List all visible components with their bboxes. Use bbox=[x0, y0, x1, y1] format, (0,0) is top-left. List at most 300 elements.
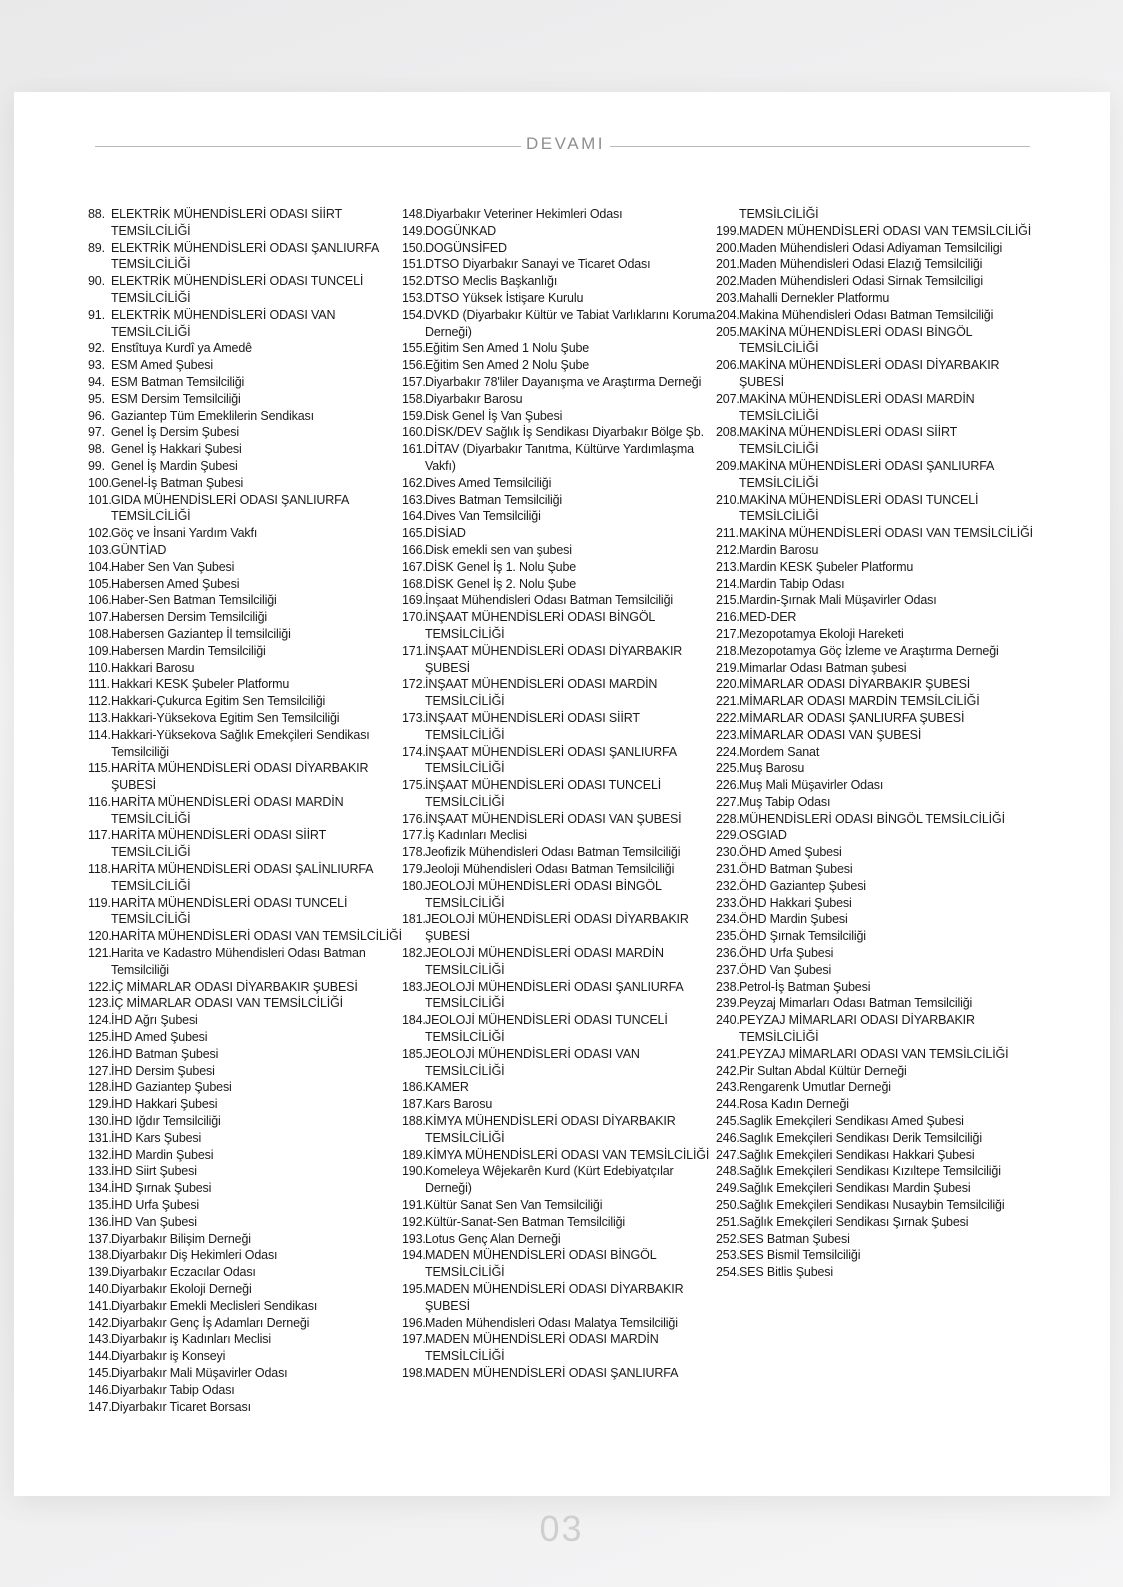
list-item bbox=[402, 223, 720, 240]
list-item bbox=[402, 391, 720, 408]
list-item bbox=[402, 643, 720, 677]
list-item-number: 131. bbox=[88, 1130, 112, 1145]
list-item-number: 232. bbox=[716, 878, 740, 893]
list-item bbox=[716, 643, 1036, 660]
list-item-number: 88. bbox=[88, 207, 105, 221]
list-item-text: HARİTA MÜHENDİSLERİ ODASI ŞALİNLIURFA TEMSİLCİLİĞİ bbox=[111, 862, 373, 893]
list-item-text: Hakkari Barosu bbox=[111, 660, 195, 675]
list-item bbox=[716, 676, 1036, 693]
list-item-text: Hakkari-Yüksekova Sağlık Emekçileri Sendikası Temsilciliği bbox=[111, 727, 370, 759]
list-item-number: 97. bbox=[88, 425, 105, 440]
list-item-number: 161. bbox=[402, 442, 426, 457]
list-item bbox=[402, 1315, 720, 1332]
list-item bbox=[716, 693, 1036, 710]
list-item bbox=[88, 1012, 406, 1029]
list-item-text: İÇ MİMARLAR ODASI VAN TEMSİLCİLİĞİ bbox=[111, 996, 343, 1011]
list-item bbox=[716, 525, 1036, 542]
list-item-text: Kültür Sanat Sen Van Temsilciliği bbox=[425, 1198, 603, 1213]
list-item-text: ESM Dersim Temsilciliği bbox=[111, 391, 241, 406]
list-item-text: Diyarbakır Veteriner Hekimleri Odası bbox=[425, 207, 623, 221]
list-item-text: DİSK Genel İş 2. Nolu Şube bbox=[425, 576, 577, 591]
list-item-number: 207. bbox=[716, 391, 740, 406]
list-item-text: Sağlık Emekçileri Sendikası Kızıltepe Temsilciliği bbox=[739, 1164, 1001, 1179]
list-item bbox=[88, 1247, 406, 1264]
list-item bbox=[402, 408, 720, 425]
list-item bbox=[716, 1231, 1036, 1248]
list-item-number: 212. bbox=[716, 542, 740, 557]
list-item-text: Disk emekli sen van şubesi bbox=[425, 542, 572, 557]
list-item-number: 210. bbox=[716, 492, 740, 507]
list-item-text: İHD Kars Şubesi bbox=[111, 1130, 202, 1145]
list-item-text: ESM Batman Temsilciliği bbox=[111, 374, 245, 389]
list-item-number: 231. bbox=[716, 862, 740, 877]
list-item bbox=[88, 391, 406, 408]
list-item-text: Pir Sultan Abdal Kültür Derneği bbox=[739, 1063, 907, 1078]
list-item bbox=[88, 357, 406, 374]
list-item-number: 218. bbox=[716, 643, 740, 658]
list-item bbox=[88, 1281, 406, 1298]
list-item-number: 158. bbox=[402, 391, 426, 406]
list-item-number: 187. bbox=[402, 1097, 426, 1112]
list-item-text: DTSO Yüksek İstişare Kurulu bbox=[425, 290, 584, 305]
list-item bbox=[402, 307, 720, 341]
list-item-number: 127. bbox=[88, 1063, 112, 1078]
list-item-number: 194. bbox=[402, 1248, 426, 1263]
list-item-number: 154. bbox=[402, 307, 426, 322]
list-item-text: HARİTA MÜHENDİSLERİ ODASI VAN TEMSİLCİLİĞİ bbox=[111, 929, 402, 944]
list-item-text: PEYZAJ MİMARLARI ODASI VAN TEMSİLCİLİĞİ bbox=[739, 1046, 1009, 1061]
list-item-number: 162. bbox=[402, 475, 426, 490]
list-item-text: MAKİNA MÜHENDİSLERİ ODASI ŞANLIURFA TEMSİLCİLİĞİ bbox=[739, 458, 994, 490]
list-item-number: 137. bbox=[88, 1231, 112, 1246]
list-item-number: 196. bbox=[402, 1315, 426, 1330]
list-item bbox=[716, 861, 1036, 878]
list-item-text: KAMER bbox=[425, 1080, 469, 1095]
list-item-number: 178. bbox=[402, 845, 426, 860]
list-item-text: Kültür-Sanat-Sen Batman Temsilciliği bbox=[425, 1214, 626, 1229]
list-item bbox=[402, 576, 720, 593]
list-item-text: Diyarbakır Ticaret Borsası bbox=[111, 1399, 251, 1414]
list-item bbox=[716, 1214, 1036, 1231]
list-item-text: İNŞAAT MÜHENDİSLERİ ODASI BİNGÖL TEMSİLCİLİĞİ bbox=[425, 610, 655, 641]
list-item bbox=[716, 1163, 1036, 1180]
list-item-number: 204. bbox=[716, 307, 740, 322]
list-item bbox=[716, 878, 1036, 895]
list-item bbox=[88, 760, 406, 794]
list-item-number: 243. bbox=[716, 1080, 740, 1095]
list-item-text: MAKİNA MÜHENDİSLERİ ODASI VAN TEMSİLCİLİĞİ bbox=[739, 526, 1033, 541]
list-item-text: OSGIAD bbox=[739, 828, 787, 843]
list-item-number: 115. bbox=[88, 761, 111, 776]
list-item-number: 145. bbox=[88, 1365, 112, 1380]
list-item bbox=[716, 273, 1036, 290]
list-item-number: 141. bbox=[88, 1298, 112, 1313]
list-item bbox=[88, 1180, 406, 1197]
list-item-number: 229. bbox=[716, 828, 740, 843]
list-item-text: ESM Amed Şubesi bbox=[111, 358, 213, 373]
list-item bbox=[402, 1147, 720, 1164]
list-item-number: 152. bbox=[402, 274, 426, 289]
list-item-number: 250. bbox=[716, 1198, 740, 1213]
list-item bbox=[716, 240, 1036, 257]
list-item-number: 142. bbox=[88, 1315, 112, 1330]
list-item-text: MADEN MÜHENDİSLERİ ODASI BİNGÖL TEMSİLCİLİĞİ bbox=[425, 1248, 657, 1280]
list-item-number: 171. bbox=[402, 643, 426, 658]
list-item bbox=[88, 1197, 406, 1214]
list-item bbox=[402, 1012, 720, 1046]
list-item-number: 101. bbox=[88, 492, 112, 507]
list-item-number: 216. bbox=[716, 610, 740, 625]
list-item-text: Maden Mühendisleri Odası Malatya Temsilciliği bbox=[425, 1315, 678, 1330]
list-item-number: 189. bbox=[402, 1147, 426, 1162]
list-item-number: 201. bbox=[716, 257, 740, 272]
list-item-number: 147. bbox=[88, 1399, 112, 1414]
list-item-number: 241. bbox=[716, 1046, 740, 1061]
list-item-number: 122. bbox=[88, 979, 112, 994]
list-item-number: 130. bbox=[88, 1114, 112, 1129]
list-item bbox=[402, 861, 720, 878]
list-item-number: 139. bbox=[88, 1265, 112, 1280]
list-column-3 bbox=[716, 206, 1036, 1281]
list-item-text: Saglık Emekçileri Sendikası Derik Temsilciliği bbox=[739, 1130, 982, 1145]
list-item bbox=[402, 508, 720, 525]
list-item bbox=[716, 928, 1036, 945]
list-item bbox=[88, 1298, 406, 1315]
list-item-number: 102. bbox=[88, 526, 112, 541]
list-item bbox=[402, 1281, 720, 1315]
list-item-number: 112. bbox=[88, 694, 111, 709]
list-item-number: 214. bbox=[716, 576, 740, 591]
list-item-text: MADEN MÜHENDİSLERİ ODASI VAN TEMSİLCİLİĞİ bbox=[739, 223, 1032, 238]
list-item bbox=[88, 643, 406, 660]
list-item bbox=[402, 1163, 720, 1197]
list-item bbox=[716, 945, 1036, 962]
list-item-number: 133. bbox=[88, 1164, 112, 1179]
list-item bbox=[716, 1264, 1036, 1281]
list-item bbox=[88, 458, 406, 475]
list-item bbox=[88, 374, 406, 391]
list-item-number: 156. bbox=[402, 358, 426, 373]
list-item bbox=[716, 827, 1036, 844]
list-item-number: 191. bbox=[402, 1198, 426, 1213]
list-item-number: 118. bbox=[88, 862, 111, 877]
list-item-text: Dives Amed Temsilciliği bbox=[425, 475, 552, 490]
list-item bbox=[88, 240, 406, 274]
list-item-number: 192. bbox=[402, 1214, 426, 1229]
list-item-text: İNŞAAT MÜHENDİSLERİ ODASI VAN ŞUBESİ bbox=[425, 811, 682, 826]
list-item-text: JEOLOJİ MÜHENDİSLERİ ODASI TUNCELİ TEMSİLCİLİĞİ bbox=[425, 1013, 668, 1045]
list-item bbox=[716, 424, 1036, 458]
list-item-number: 98. bbox=[88, 442, 105, 457]
list-item-number: 205. bbox=[716, 324, 740, 339]
list-item bbox=[716, 710, 1036, 727]
list-item-number: 190. bbox=[402, 1164, 426, 1179]
list-item-number: 169. bbox=[402, 593, 426, 608]
list-item-text: İnşaat Mühendisleri Odası Batman Temsilciliği bbox=[425, 593, 673, 608]
list-item-text: ÖHD Batman Şubesi bbox=[739, 862, 853, 877]
list-item bbox=[88, 1365, 406, 1382]
list-item-text: Rengarenk Umutlar Derneği bbox=[739, 1080, 891, 1095]
page-title: DEVAMI bbox=[526, 134, 605, 153]
list-item-number: 228. bbox=[716, 811, 740, 826]
list-item-text: SES Bismil Temsilciliği bbox=[739, 1248, 861, 1263]
list-item-text: MİMARLAR ODASI ŞANLIURFA ŞUBESİ bbox=[739, 710, 965, 725]
list-item bbox=[716, 256, 1036, 273]
list-item-number: 91. bbox=[88, 307, 105, 322]
list-item-text: ÖHD Hakkari Şubesi bbox=[739, 895, 852, 910]
list-item bbox=[402, 357, 720, 374]
page-header bbox=[0, 130, 1123, 162]
list-item-number: 223. bbox=[716, 727, 740, 742]
list-item-number: 144. bbox=[88, 1349, 112, 1364]
list-item bbox=[716, 660, 1036, 677]
list-item bbox=[716, 391, 1036, 425]
list-item-number: 119. bbox=[88, 895, 111, 910]
list-item bbox=[716, 895, 1036, 912]
list-item bbox=[88, 1079, 406, 1096]
list-item-text: Lotus Genç Alan Derneği bbox=[425, 1231, 561, 1246]
list-item bbox=[716, 357, 1036, 391]
header-rule-right bbox=[610, 146, 1030, 147]
list-column-1 bbox=[88, 206, 406, 1415]
list-item-number: 236. bbox=[716, 946, 740, 961]
list-item bbox=[88, 576, 406, 593]
list-item bbox=[716, 1046, 1036, 1063]
list-item-text: İNŞAAT MÜHENDİSLERİ ODASI SİİRT TEMSİLCİLİĞİ bbox=[425, 710, 640, 742]
list-item bbox=[88, 861, 406, 895]
list-item-number: 123. bbox=[88, 996, 112, 1011]
list-item-text: Eğitim Sen Amed 1 Nolu Şube bbox=[425, 341, 590, 356]
list-item bbox=[88, 340, 406, 357]
list-item bbox=[88, 559, 406, 576]
list-item-text: JEOLOJİ MÜHENDİSLERİ ODASI ŞANLIURFA TEMSİLCİLİĞİ bbox=[425, 979, 683, 1011]
list-item-number: 199. bbox=[716, 223, 740, 238]
list-item-text: DİSK/DEV Sağlık İş Sendikası Diyarbakır Bölge Şb. bbox=[425, 425, 704, 440]
list-item-number: 166. bbox=[402, 542, 426, 557]
list-item-text: DİSİAD bbox=[425, 526, 466, 541]
list-item bbox=[88, 525, 406, 542]
list-item-text: Habersen Dersim Temsilciliği bbox=[111, 610, 268, 625]
list-item-number: 149. bbox=[402, 223, 426, 238]
list-item-text: İNŞAAT MÜHENDİSLERİ ODASI MARDİN TEMSİLCİLİĞİ bbox=[425, 677, 658, 709]
list-item bbox=[402, 1079, 720, 1096]
list-item-text: ELEKTRİK MÜHENDİSLERİ ODASI SİİRT TEMSİLCİLİĞİ bbox=[111, 207, 342, 238]
list-item-text: DİTAV (Diyarbakır Tanıtma, Kültürve Yardımlaşma Vakfı) bbox=[425, 442, 694, 473]
list-item bbox=[88, 273, 406, 307]
list-item-text: JEOLOJİ MÜHENDİSLERİ ODASI BİNGÖL TEMSİLCİLİĞİ bbox=[425, 878, 662, 910]
list-item bbox=[88, 307, 406, 341]
list-item-text: İHD Urfa Şubesi bbox=[111, 1198, 200, 1213]
list-item bbox=[716, 458, 1036, 492]
list-item-text: Eğitim Sen Amed 2 Nolu Şube bbox=[425, 358, 590, 373]
list-item-text: DİSK Genel İş 1. Nolu Şube bbox=[425, 559, 577, 574]
list-item bbox=[402, 710, 720, 744]
list-item bbox=[716, 592, 1036, 609]
list-item-number: 225. bbox=[716, 761, 740, 776]
list-item bbox=[402, 811, 720, 828]
list-item-number: 249. bbox=[716, 1181, 740, 1196]
list-item-number: 153. bbox=[402, 290, 426, 305]
list-item-number: 202. bbox=[716, 274, 740, 289]
list-item-number: 93. bbox=[88, 358, 105, 373]
list-item-number: 251. bbox=[716, 1214, 740, 1229]
list-item-number: 222. bbox=[716, 710, 740, 725]
list-item-text: Mezopotamya Ekoloji Hareketi bbox=[739, 626, 904, 641]
list-item-text: Mezopotamya Göç İzleme ve Araştırma Derneği bbox=[739, 643, 999, 658]
list-item-number: 188. bbox=[402, 1114, 426, 1129]
list-item bbox=[716, 324, 1036, 358]
list-item bbox=[402, 676, 720, 710]
list-item-text: İHD Mardin Şubesi bbox=[111, 1147, 214, 1162]
list-item-number: 146. bbox=[88, 1382, 112, 1397]
list-item bbox=[88, 727, 406, 761]
list-item-text: İHD Dersim Şubesi bbox=[111, 1063, 215, 1078]
list-item bbox=[716, 1197, 1036, 1214]
list-item-number: 208. bbox=[716, 425, 740, 440]
list-item-text: MAKİNA MÜHENDİSLERİ ODASI DİYARBAKIR ŞUBESİ bbox=[739, 358, 1000, 389]
list-item bbox=[716, 1130, 1036, 1147]
list-item bbox=[88, 626, 406, 643]
list-item-number: 125. bbox=[88, 1030, 112, 1045]
list-item-number: 124. bbox=[88, 1013, 112, 1028]
list-item bbox=[88, 542, 406, 559]
list-item-text: MED-DER bbox=[739, 610, 797, 625]
list-item-text: Hakkari-Yüksekova Egitim Sen Temsilciliği bbox=[111, 710, 340, 725]
list-item-text: MİMARLAR ODASI VAN ŞUBESİ bbox=[739, 727, 922, 742]
list-item bbox=[88, 1214, 406, 1231]
list-item bbox=[716, 962, 1036, 979]
list-item bbox=[402, 1331, 720, 1365]
list-item bbox=[88, 1029, 406, 1046]
list-item-number: 244. bbox=[716, 1097, 740, 1112]
list-item-text: DOGÜNSİFED bbox=[425, 240, 507, 255]
list-item bbox=[88, 1348, 406, 1365]
list-item bbox=[716, 206, 1036, 223]
list-item-number: 247. bbox=[716, 1147, 740, 1162]
list-item-number: 213. bbox=[716, 559, 740, 574]
list-item-text: İHD Siirt Şubesi bbox=[111, 1164, 197, 1179]
list-item-text: Sağlık Emekçileri Sendikası Şırnak Şubesi bbox=[739, 1214, 969, 1229]
list-item-number: 95. bbox=[88, 391, 105, 406]
list-item bbox=[88, 995, 406, 1012]
list-item-text: MADEN MÜHENDİSLERİ ODASI MARDİN TEMSİLCİLİĞİ bbox=[425, 1332, 659, 1364]
list-item-text: Genel-İş Batman Şubesi bbox=[111, 475, 244, 490]
list-item bbox=[402, 1046, 720, 1080]
list-item bbox=[402, 475, 720, 492]
list-item-number: 186. bbox=[402, 1080, 426, 1095]
list-item-text: Jeofizik Mühendisleri Odası Batman Temsilciliği bbox=[425, 845, 681, 860]
list-item-text: ÖHD Urfa Şubesi bbox=[739, 946, 834, 961]
list-item-text: Haber Sen Van Şubesi bbox=[111, 559, 235, 574]
list-item-text: KİMYA MÜHENDİSLERİ ODASI VAN TEMSİLCİLİĞİ bbox=[425, 1147, 710, 1162]
list-item-number: 110. bbox=[88, 660, 111, 675]
list-item bbox=[88, 1315, 406, 1332]
list-item-number: 211. bbox=[716, 526, 739, 541]
list-item-text: Diyarbakır Emekli Meclisleri Sendikası bbox=[111, 1298, 318, 1313]
list-item-number: 237. bbox=[716, 962, 740, 977]
list-item bbox=[716, 1096, 1036, 1113]
list-item-text: Saglik Emekçileri Sendikası Amed Şubesi bbox=[739, 1114, 964, 1129]
list-item bbox=[716, 559, 1036, 576]
list-item-number: 89. bbox=[88, 240, 105, 255]
list-item bbox=[88, 1163, 406, 1180]
list-item-number: 155. bbox=[402, 341, 426, 356]
list-item bbox=[716, 777, 1036, 794]
list-item-number: 242. bbox=[716, 1063, 740, 1078]
list-item bbox=[716, 727, 1036, 744]
list-item-text: İHD Şırnak Şubesi bbox=[111, 1181, 212, 1196]
list-item-text: Diyarbakır Eczacılar Odası bbox=[111, 1265, 256, 1280]
list-item-text: Mahalli Dernekler Platformu bbox=[739, 290, 890, 305]
list-item-text: MAKİNA MÜHENDİSLERİ ODASI MARDİN TEMSİLCİLİĞİ bbox=[739, 391, 975, 423]
list-item-text: Genel İş Mardin Şubesi bbox=[111, 458, 238, 473]
list-item-text: PEYZAJ MİMARLARI ODASI DİYARBAKIR TEMSİLCİLİĞİ bbox=[739, 1013, 975, 1045]
list-item-number: 159. bbox=[402, 408, 426, 423]
list-item-number: 183. bbox=[402, 979, 426, 994]
header-rule-left bbox=[95, 146, 521, 147]
list-item-text: İHD Batman Şubesi bbox=[111, 1046, 219, 1061]
list-item-number: 160. bbox=[402, 425, 426, 440]
list-item bbox=[716, 542, 1036, 559]
list-item bbox=[716, 811, 1036, 828]
list-item-text: Sağlık Emekçileri Sendikası Nusaybin Temsilciliği bbox=[739, 1198, 1005, 1213]
list-item-number: 90. bbox=[88, 274, 105, 289]
list-item-text: Mardin Barosu bbox=[739, 542, 819, 557]
list-item-text: Sağlık Emekçileri Sendikası Mardin Şubesi bbox=[739, 1181, 971, 1196]
list-item-text: Gaziantep Tüm Emeklilerin Sendikası bbox=[111, 408, 314, 423]
list-item-number: 168. bbox=[402, 576, 426, 591]
list-item-text: Diyarbakır 78'liler Dayanışma ve Araştırma Derneği bbox=[425, 374, 702, 389]
list-item-number: 109. bbox=[88, 643, 112, 658]
list-item bbox=[402, 1231, 720, 1248]
list-item-text: Haber-Sen Batman Temsilciliği bbox=[111, 593, 277, 608]
list-item bbox=[716, 1113, 1036, 1130]
list-item-text: MİMARLAR ODASI DİYARBAKIR ŞUBESİ bbox=[739, 677, 971, 692]
list-item bbox=[88, 1096, 406, 1113]
list-item-number: 180. bbox=[402, 878, 426, 893]
list-item bbox=[402, 609, 720, 643]
list-item-number: 234. bbox=[716, 912, 740, 927]
list-item-text: Mordem Sanat bbox=[739, 744, 820, 759]
list-item-number: 185. bbox=[402, 1046, 426, 1061]
list-item-number: 170. bbox=[402, 610, 426, 625]
list-item-number: 245. bbox=[716, 1114, 740, 1129]
list-item-number: 96. bbox=[88, 408, 105, 423]
list-item-number: 246. bbox=[716, 1130, 740, 1145]
list-item-number: 136. bbox=[88, 1214, 112, 1229]
list-item-text: Mimarlar Odası Batman şubesi bbox=[739, 660, 907, 675]
list-item-text: İHD Van Şubesi bbox=[111, 1214, 197, 1229]
list-item-text: Kars Barosu bbox=[425, 1097, 493, 1112]
list-item-text: DOGÜNKAD bbox=[425, 223, 497, 238]
list-item-text: ELEKTRİK MÜHENDİSLERİ ODASI VAN TEMSİLCİLİĞİ bbox=[111, 307, 336, 339]
list-item-number: 92. bbox=[88, 341, 105, 356]
list-item-number: 253. bbox=[716, 1248, 740, 1263]
list-item-text: TEMSİLCİLİĞİ bbox=[739, 207, 819, 221]
list-item bbox=[716, 609, 1036, 626]
list-item-number: 104. bbox=[88, 559, 112, 574]
list-item bbox=[88, 1130, 406, 1147]
list-item-number: 195. bbox=[402, 1282, 426, 1296]
list-item-text: Muş Tabip Odası bbox=[739, 794, 831, 809]
list-item bbox=[402, 559, 720, 576]
list-item-number: 120. bbox=[88, 929, 112, 944]
list-item bbox=[88, 1147, 406, 1164]
list-item-number: 172. bbox=[402, 677, 426, 692]
list-item-text: Diyarbakır Diş Hekimleri Odası bbox=[111, 1248, 278, 1263]
list-item-text: HARİTA MÜHENDİSLERİ ODASI SİİRT TEMSİLCİLİĞİ bbox=[111, 828, 326, 860]
list-item-number: 252. bbox=[716, 1231, 740, 1246]
